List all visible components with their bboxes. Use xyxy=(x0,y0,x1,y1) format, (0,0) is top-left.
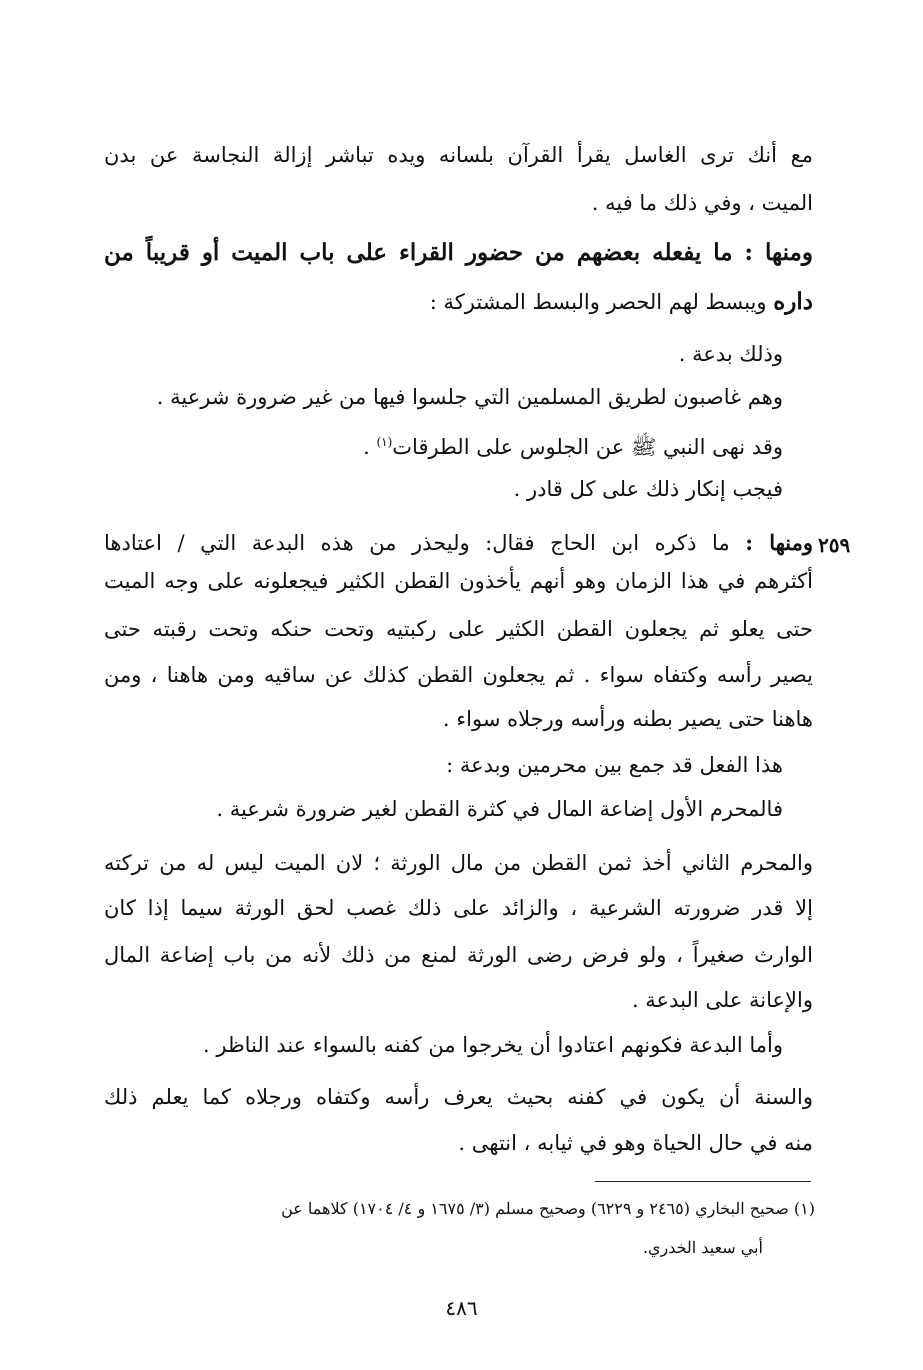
footnote-line: أبي سعيد الخدري. xyxy=(642,1238,763,1257)
footnote-line: (١) صحيح البخاري (٢٤٦٥ و ٦٢٢٩) وصحيح مسلم (٣/ ١٦٧٥ و ٤/ ١٧٠٤) كلاهما عن xyxy=(281,1199,815,1218)
text-line: وهم غاصبون لطريق المسلمين التي جلسوا فيها من غير ضرورة شرعية . xyxy=(156,385,783,409)
text-fragment: . xyxy=(363,435,370,459)
text-line: والسنة أن يكون في كفنه بحيث يعرف رأسه وكتفاه ورجلاه كما يعلم ذلك xyxy=(104,1085,813,1109)
text-line xyxy=(104,427,783,462)
section-heading: ومنها : ما يفعله بعضهم من حضور القراء على باب الميت أو قريباً من xyxy=(104,239,813,266)
text-line: وذلك بدعة . xyxy=(678,342,783,366)
text-line: إلا قدر ضرورته الشرعية ، والزائد على ذلك غصب لحق الورثة سيما إذا كان xyxy=(104,896,813,920)
text-line xyxy=(104,287,813,317)
text-line: فيجب إنكار ذلك على كل قادر . xyxy=(513,477,783,501)
text-line: أكثرهم في هذا الزمان وهو أنهم يأخذون القطن الكثير فيجعلونه على وجه الميت xyxy=(104,569,813,593)
footnote-ref: (١) xyxy=(376,435,393,449)
text-line: والإعانة على البدعة . xyxy=(631,988,813,1012)
margin-page-number: ٢٥٩ xyxy=(818,533,851,557)
text-line: فالمحرم الأول إضاعة المال في كثرة القطن لغير ضرورة شرعية . xyxy=(216,797,783,821)
footnote-separator xyxy=(595,1181,811,1182)
text-line: حتى يعلو ثم يجعلون القطن الكثير على ركبتيه وتحت حنكه وتحت رقبته حتى xyxy=(104,617,813,641)
section-heading-end: داره xyxy=(773,288,813,315)
text-line: وأما البدعة فكونهم اعتادوا أن يخرجوا من كفنه بالسواء عند الناظر . xyxy=(203,1033,783,1057)
text-line: يصير رأسه وكتفاه سواء . ثم يجعلون القطن كذلك عن ساقيه ومن هاهنا ، ومن xyxy=(104,663,813,687)
text-line: والمحرم الثاني أخذ ثمن القطن من مال الورثة ؛ لان الميت ليس له من تركته xyxy=(104,851,813,875)
text-line: الوارث صغيراً ، ولو فرض رضى الورثة لمنع من ذلك لأنه من باب إضاعة المال xyxy=(104,943,813,967)
section-heading: ومنها : xyxy=(745,530,813,555)
text-fragment: وقد نهى النبي ﷺ عن الجلوس على الطرقات xyxy=(392,435,783,459)
text-fragment: ويبسط لهم الحصر والبسط المشتركة : xyxy=(429,290,767,314)
text-line: منه في حال الحياة وهو في ثيابه ، انتهى . xyxy=(458,1131,813,1155)
text-line xyxy=(104,528,813,558)
text-line: الميت ، وفي ذلك ما فيه . xyxy=(591,191,813,215)
text-line: مع أنك ترى الغاسل يقرأ القرآن بلسانه ويده تباشر إزالة النجاسة عن بدن xyxy=(104,143,813,167)
text-line: هاهنا حتى يصير بطنه ورأسه ورجلاه سواء . xyxy=(442,707,813,731)
page-number: ٤٨٦ xyxy=(445,1296,478,1320)
text-line: هذا الفعل قد جمع بين محرمين وبدعة : xyxy=(446,753,783,777)
text-fragment: ما ذكره ابن الحاج فقال: وليحذر من هذه البدعة التي / اعتادها xyxy=(104,531,730,555)
